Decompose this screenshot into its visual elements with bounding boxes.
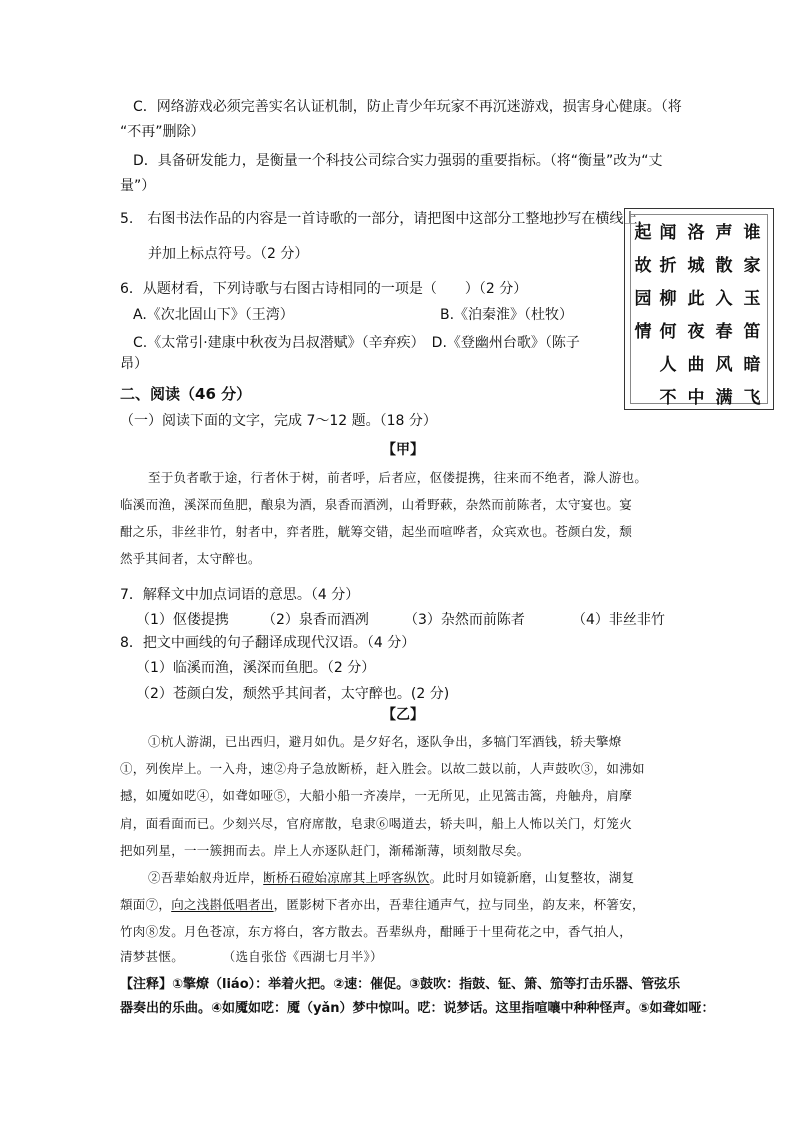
yi-line-6	[148, 869, 634, 887]
calligraphy-char: 中	[687, 388, 705, 408]
calligraphy-char: 闻	[659, 223, 677, 243]
calligraphy-char: 此	[687, 289, 705, 309]
yi-underlined-sentence-1: 断桥石磴始凉席其上呼客纵饮	[263, 870, 430, 885]
subsection-1-heading: （一）阅读下面的文字，完成 7～12 题。（18 分）	[120, 413, 437, 429]
jia-line-2: 临溪而渔，溪深而鱼肥，酿泉为酒，泉香而酒洌，山肴野蔌，杂然而前陈者，太守宴也。宴	[120, 497, 633, 512]
yi-line-1: ①杭人游湖，已出西归，避月如仇。是夕好名，逐队争出，多犒门军酒钱，轿夫擎燎	[148, 734, 622, 749]
calligraphy-image	[624, 208, 774, 410]
question-7: 7．解释文中加点词语的意思。（4 分）	[120, 587, 360, 603]
yi-line-5: 把如列星，一一簇拥而去。岸上人亦逐队赶门，渐稀渐薄，顷刻散尽矣。	[120, 843, 530, 858]
calligraphy-column-2	[713, 217, 735, 415]
calligraphy-char: 故	[634, 256, 652, 276]
calligraphy-char: 暗	[743, 355, 761, 375]
section-2-heading: 二、阅读（46 分）	[120, 385, 252, 403]
question-7-item-4: （4）非丝非竹	[572, 612, 665, 628]
calligraphy-char: 风	[715, 355, 733, 375]
yi-line-7-end: ，匿影树下者亦出，吾辈往通声气，拉与同坐，韵友来，杯箸安，	[273, 897, 645, 912]
calligraphy-char: 园	[634, 289, 652, 309]
calligraphy-char: 洛	[687, 223, 705, 243]
calligraphy-char: 声	[715, 223, 733, 243]
yi-line-7-start: 頮面⑦，	[120, 897, 172, 912]
jia-line-1: 至于负者歌于途，行者休于树，前者呼，后者应，伛偻提携，往来而不绝者，滁人游也。	[148, 470, 648, 485]
question-7-item-2: （2）泉香而酒冽	[262, 612, 369, 628]
yi-line-9: 清梦甚惬。 （选自张岱《西湖七月半》）	[120, 949, 383, 964]
calligraphy-column-1	[741, 217, 763, 415]
option-c-line1: C．网络游戏必须完善实名认证机制，防止青少年玩家不再沉迷游戏，损害身心健康。（将	[133, 99, 682, 115]
question-8: 8．把文中画线的句子翻译成现代汉语。（4 分）	[120, 635, 416, 651]
question-6-option-a: A.《次北固山下》（王湾）	[133, 307, 294, 323]
yi-line-3: 撼，如魇如呓④，如聋如哑⑤，大船小船一齐凑岸，一无所见，止见篙击篙，舟触舟，肩摩	[120, 788, 633, 803]
yi-line-6-end: 。此时月如镜新磨，山复整妆，湖复	[429, 870, 635, 885]
jia-line-4: 然乎其间者，太守醉也。	[120, 551, 261, 566]
yi-line-8: 竹肉⑧发。月色苍凉，东方将白，客方散去。吾辈纵舟，酣睡于十里荷花之中，香气拍人，	[120, 924, 633, 939]
question-6-option-d-tail: 昂）	[120, 356, 148, 372]
yi-line-2: ①，列俟岸上。一入舟，速②舟子急放断桥，赶入胜会。以故二鼓以前，人声鼓吹③，如沸如	[120, 761, 645, 776]
calligraphy-char: 起	[634, 223, 652, 243]
yi-line-4: 肩，面看面而已。少刻兴尽，官府席散，皂隶⑥喝道去，轿夫叫，船上人怖以关门，灯笼火	[120, 816, 633, 831]
calligraphy-column-5	[632, 217, 654, 349]
calligraphy-char: 城	[687, 256, 705, 276]
calligraphy-char: 折	[659, 256, 677, 276]
calligraphy-char: 谁	[743, 223, 761, 243]
calligraphy-char: 柳	[659, 289, 677, 309]
option-c-line2: “不再”删除）	[120, 124, 205, 140]
yi-line-6-start: ②吾辈始舣舟近岸，	[148, 870, 264, 885]
calligraphy-char: 散	[715, 256, 733, 276]
calligraphy-char: 笛	[743, 322, 761, 342]
calligraphy-char: 飞	[743, 388, 761, 408]
question-8-item-2: （2）苍颜白发，颓然乎其间者，太守醉也。(2 分)	[136, 686, 450, 702]
option-d-line2: 量”）	[120, 178, 156, 194]
jia-line-3: 酣之乐，非丝非竹，射者中，弈者胜，觥筹交错，起坐而喧哗者，众宾欢也。苍颜白发，颓	[120, 524, 633, 539]
question-6-option-b: B.《泊秦淮》（杜牧）	[440, 307, 574, 323]
calligraphy-char: 不	[659, 388, 677, 408]
yi-line-7	[120, 896, 645, 914]
calligraphy-char: 玉	[743, 289, 761, 309]
question-6: 6．从题材看，下列诗歌与右图古诗相同的一项是（ ）（2 分）	[120, 281, 528, 297]
annotation-line-1: 【注释】①擎燎（liáo）：举着火把。②速：催促。③鼓吹：指鼓、钲、箫、笳等打击乐器、管弦乐	[120, 977, 681, 992]
calligraphy-char: 入	[715, 289, 733, 309]
passage-jia-title: 【甲】	[382, 442, 424, 458]
calligraphy-column-4	[657, 217, 679, 415]
calligraphy-char: 满	[715, 388, 733, 408]
calligraphy-char: 人	[659, 355, 677, 375]
option-d-line1: D．具备研发能力，是衡量一个科技公司综合实力强弱的重要指标。（将“衡量”改为“丈	[133, 153, 663, 169]
calligraphy-char: 情	[634, 322, 652, 342]
question-7-item-3: （3）杂然而前陈者	[404, 612, 525, 628]
question-6-option-c-d: C.《太常引·建康中秋夜为吕叔潜赋》（辛弃疾） D.《登幽州台歌》（陈子	[133, 335, 580, 351]
calligraphy-column-3	[685, 217, 707, 415]
question-8-item-1: （1）临溪而渔，溪深而鱼肥。（2 分）	[136, 660, 376, 676]
annotation-line-2: 器奏出的乐曲。④如魇如呓：魇（yǎn）梦中惊叫。呓：说梦话。这里指喧嚷中种种怪声。⑤如聋如哑：	[120, 1001, 715, 1016]
question-5-line1: 5. 右图书法作品的内容是一首诗歌的一部分，请把图中这部分工整地抄写在横线上，	[120, 211, 652, 227]
calligraphy-char: 春	[715, 322, 733, 342]
calligraphy-char: 曲	[687, 355, 705, 375]
calligraphy-char: 夜	[687, 322, 705, 342]
question-5-line2: 并加上标点符号。（2 分）	[148, 246, 309, 262]
calligraphy-char: 家	[743, 256, 761, 276]
yi-underlined-sentence-2: 向之浅斟低唱者出	[171, 897, 274, 912]
passage-yi-title: 【乙】	[382, 707, 424, 723]
calligraphy-char: 何	[659, 322, 677, 342]
question-7-item-1: （1）伛偻提携	[136, 612, 229, 628]
